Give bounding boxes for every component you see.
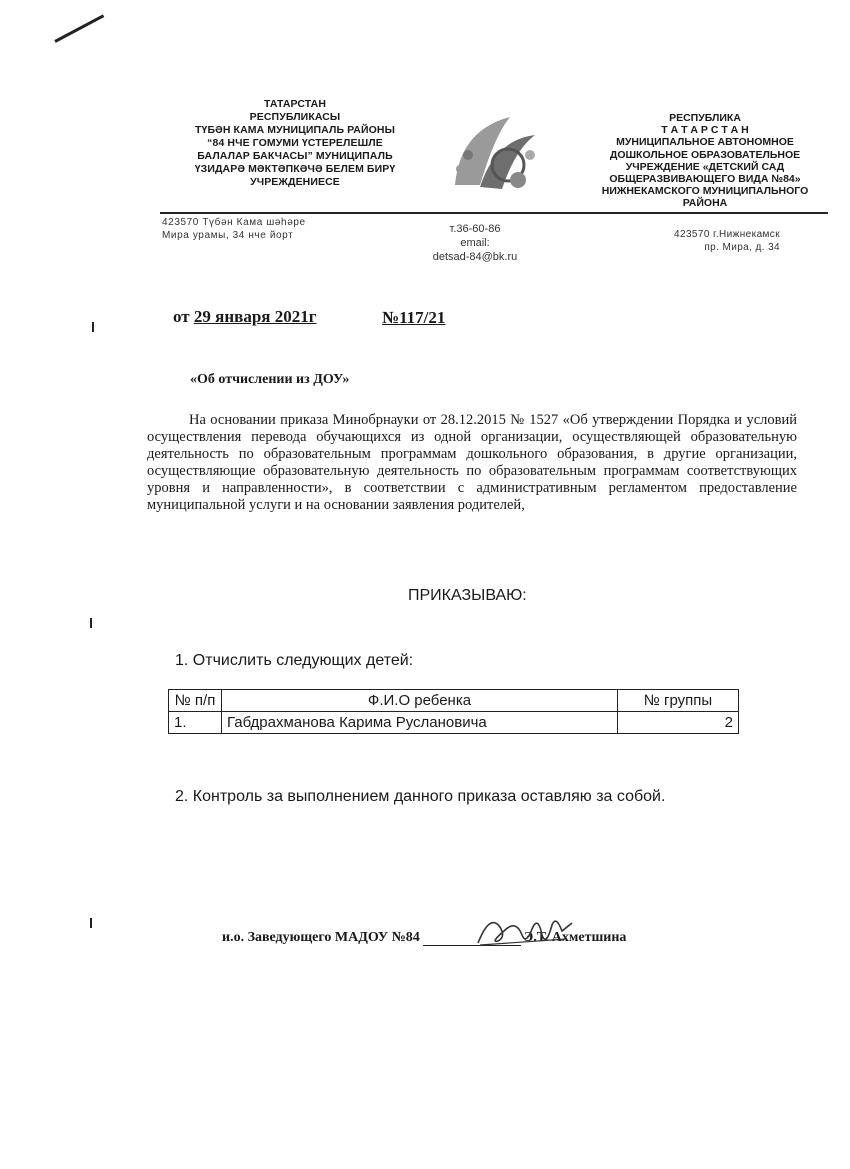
- address-tatar: [162, 216, 382, 242]
- cell-group: 2: [618, 712, 739, 734]
- header-left-line: ТАТАРСТАН: [263, 98, 327, 110]
- children-table: [168, 689, 739, 734]
- date-value: 29 января 2021г: [193, 307, 317, 326]
- handwritten-signature: [470, 905, 580, 955]
- header-right-line: РЕСПУБЛИКА: [669, 112, 741, 124]
- header-right-line: Т А Т А Р С Т А Н: [661, 124, 749, 137]
- order-item-1: 1. Отчислить следующих детей:: [175, 652, 414, 669]
- header-right-line: РАЙОНА: [682, 197, 728, 210]
- address-russian: [600, 228, 780, 254]
- header-right-line: ОБЩЕРАЗВИВАЮЩЕГО ВИДА №84»: [609, 173, 801, 186]
- order-basis-paragraph: На основании приказа Минобрнауки от 28.12.2015 № 1527 «Об утверждении Порядка и условий осуществления перевода обучающихся из одной организации, осуществляющей образовательную деятельность по образовательным программам дошкольного образования, в другие организации, осуществляющие образовательную деятельность по образовательным программам соответствующих уровня и направленности», в соответствии с административным регламентом предоставление муниципальной услуги и на основании заявления родителей,: [147, 412, 797, 513]
- header-divider: [160, 212, 828, 214]
- scan-mark: [90, 618, 92, 628]
- address-line: 423570 Түбән Кама шәһәре: [162, 217, 306, 228]
- signer-position: и.о. Заведующего МАДОУ №84: [222, 930, 420, 945]
- email: detsad-84@bk.ru: [432, 251, 518, 263]
- cell-name: Габдрахманова Карима Руслановича: [222, 712, 618, 734]
- header-left-line: “84 НЧЕ ГОМУМИ ҮСТЕРЕЛЕШЛЕ: [207, 137, 383, 149]
- address-line: Мира урамы, 34 нче йорт: [162, 230, 294, 241]
- signer-name: Э.Т. Ахметшина: [523, 930, 627, 945]
- header-left-line: РЕСПУБЛИКАСЫ: [249, 111, 341, 123]
- order-item-2: 2. Контроль за выполнением данного приказа оставляю за собой.: [175, 788, 666, 805]
- header-right-line: НИЖНЕКАМСКОГО МУНИЦИПАЛЬНОГО: [601, 185, 809, 198]
- table-row: [169, 712, 739, 734]
- cell-number: 1.: [169, 712, 222, 734]
- col-header-name: Ф.И.О ребенка: [222, 690, 618, 712]
- order-date: [173, 307, 316, 327]
- header-left-tatar: [175, 98, 415, 189]
- header-right-line: ДОШКОЛЬНОЕ ОБРАЗОВАТЕЛЬНОЕ: [609, 148, 801, 161]
- address-line: 423570 г.Нижнекамск: [674, 229, 780, 240]
- order-number: №117/21: [382, 308, 446, 327]
- kindergarten-logo: [440, 105, 560, 200]
- address-line: пр. Мира, д. 34: [704, 242, 780, 253]
- col-header-number: № п/п: [169, 690, 222, 712]
- col-header-group: № группы: [618, 690, 739, 712]
- date-prefix: от: [173, 307, 190, 326]
- header-right-line: УЧРЕЖДЕНИЕ «ДЕТСКИЙ САД: [625, 160, 785, 173]
- header-right-russian: [585, 112, 825, 210]
- header-left-line: УЧРЕЖДЕНИЕСЕ: [250, 176, 340, 188]
- table-header-row: [169, 690, 739, 712]
- contacts: [410, 222, 540, 264]
- scan-mark: [54, 14, 104, 42]
- header-right-line: МУНИЦИПАЛЬНОЕ АВТОНОМНОЕ: [616, 136, 794, 149]
- order-subject: «Об отчислении из ДОУ»: [190, 372, 350, 387]
- scan-mark: [90, 918, 92, 928]
- email-label: email:: [460, 237, 490, 249]
- phone: т.36-60-86: [449, 223, 501, 235]
- header-left-line: БАЛАЛАР БАКЧАСЫ” МУНИЦИПАЛЬ: [197, 150, 393, 162]
- order-heading: ПРИКАЗЫВАЮ:: [408, 587, 527, 604]
- scan-mark: [92, 322, 94, 332]
- header-left-line: ҮЗИДАРӘ МӘКТӘПКӘЧӘ БЕЛЕМ БИРҮ: [194, 163, 396, 175]
- header-left-line: ТҮБӘН КАМА МУНИЦИПАЛЬ РАЙОНЫ: [195, 124, 395, 136]
